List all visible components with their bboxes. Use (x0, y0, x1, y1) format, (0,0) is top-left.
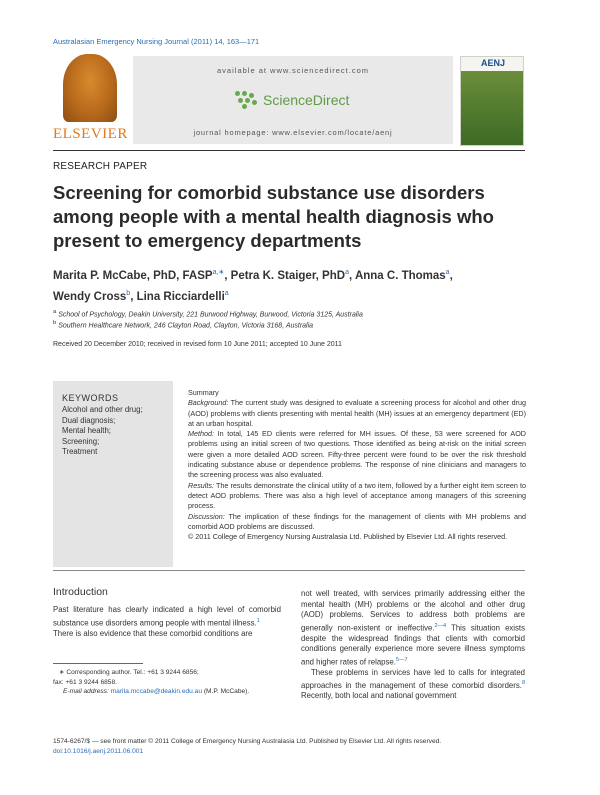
author-separator: , (449, 269, 453, 282)
citation-ref[interactable]: 5—7 (395, 656, 408, 663)
author-affil-sup[interactable]: a (345, 269, 349, 276)
citation-ref[interactable]: 8 (521, 680, 525, 687)
summary-text: The implication of these findings for the management of clients with MH problems and comorbid AOD problems are discussed. (188, 511, 526, 531)
footnote-line: fax: +61 3 9244 6858. (53, 678, 117, 686)
received-dates: Received 20 December 2010; received in revised form 10 June 2011; accepted 10 June 2011 (53, 341, 342, 348)
journal-cover[interactable] (460, 56, 524, 146)
affiliation-text: Southern Healthcare Network, 246 Clayton Road, Clayton, Victoria 3168, Australia (58, 322, 314, 330)
affiliation-a (53, 309, 363, 318)
affiliation-sup: a (53, 309, 57, 315)
author-name[interactable]: Marita P. McCabe, PhD, FASP (53, 269, 213, 282)
intro-paragraph: Past literature has clearly indicated a high level of comorbid substance use disorders among people with mental illness. (53, 605, 281, 628)
keyword-item: Dual diagnosis; (62, 415, 116, 425)
footnote-line: (M.P. McCabe). (202, 688, 250, 695)
summary-label: Discussion: (188, 511, 225, 521)
keyword-item: Screening; (62, 436, 100, 446)
summary-copyright: © 2011 College of Emergency Nursing Australasia Ltd. Published by Elsevier Ltd. All rights reserved. (188, 532, 508, 542)
summary-background (188, 398, 526, 429)
summary-text: The current study was designed to evaluate a screening process for alcohol and other drug (AOD) problems with clients presenting with mental health (MH) issues at an emergency department (ED) at an urban hospital. (188, 398, 526, 428)
elsevier-logo (53, 54, 127, 144)
keywords-heading: KEYWORDS (62, 393, 119, 403)
author-name[interactable]: Wendy Cross (53, 290, 127, 303)
author-name[interactable]: Petra K. Staiger, PhD (230, 269, 346, 282)
sciencedirect-dots-icon (235, 91, 259, 109)
bottom-matter (53, 737, 533, 757)
author-name[interactable]: Lina Ricciardelli (136, 290, 225, 303)
sciencedirect-banner (133, 56, 453, 144)
intro-paragraph: These problems in services have led to calls for integrated approaches in the management of these comorbid disorders. (301, 667, 525, 690)
email-link[interactable]: marita.mccabe@deakin.edu.au (110, 688, 203, 695)
intro-paragraph: This situation exists despite the widespread findings that clients with comorbid conditions generally experience more severe illness symptoms and higher rates of relapse. (301, 623, 525, 667)
author-affil-sup[interactable]: a (224, 289, 229, 297)
issn-line: 1574-6267/$ — see front matter © 2011 College of Emergency Nursing Australasia Ltd. Published by Elsevier Ltd. All rights reserved. (53, 738, 442, 745)
affiliation-sup: b (53, 320, 57, 326)
intro-left-column (53, 605, 281, 639)
citation-ref[interactable]: 1 (256, 617, 260, 624)
author-affil-sup[interactable]: b (126, 289, 131, 297)
author-separator: , (224, 269, 231, 282)
author-affil-sup[interactable]: a (445, 269, 450, 276)
sciencedirect-logo[interactable] (235, 90, 349, 110)
keyword-item: Alcohol and other drug; (62, 405, 143, 414)
summary-heading: Summary (188, 388, 219, 397)
abstract-rule (53, 570, 525, 571)
summary-label: Method: (188, 429, 214, 439)
author-separator: , (348, 269, 355, 282)
citation-ref[interactable]: 2—4 (434, 622, 447, 629)
keywords-box (53, 381, 173, 567)
corresponding-footnote (53, 668, 313, 697)
intro-right-column (301, 589, 525, 702)
author-list (53, 264, 533, 306)
section-label: RESEARCH PAPER (53, 161, 148, 172)
abstract-summary (188, 388, 526, 542)
footnote-line: ∗ Corresponding author. Tel.: +61 3 9244 6856; (59, 669, 199, 676)
footnote-rule (53, 663, 143, 664)
summary-discussion (188, 512, 526, 533)
elsevier-wordmark: ELSEVIER (53, 126, 128, 142)
intro-paragraph: not well treated, with services primarily addressing either the mental health (MH) problems or the alcohol and other drug (AOD) problems. Services to address both problems are generally non-existent or ineffective. (301, 589, 525, 633)
summary-method (188, 429, 526, 480)
article-title: Screening for comorbid substance use disorders among people with a mental health diagnosis who present to emergency departments (53, 182, 494, 251)
summary-text: In total, 145 ED clients were referred for MH issues. Of these, 53 were screened for AOD problems using an initial screen of two questions. Those identified as being at-risk on the initial screen were given a more detailed AOD screen. Fifty-three percent were found to be over the risk threshold indicating substance abuse or dependence problems. The response of nine clinicians and managers to the screening process was also evaluated. (188, 429, 526, 480)
affiliation-b (53, 320, 313, 329)
cover-image (461, 71, 523, 145)
author-separator: , (130, 290, 137, 303)
summary-label: Background: (188, 398, 229, 408)
author-affil-sup[interactable]: a,∗ (212, 269, 225, 276)
intro-paragraph: There is also evidence that these comorbid conditions are (53, 628, 253, 638)
elsevier-tree-icon (63, 54, 117, 122)
journal-reference[interactable]: Australasian Emergency Nursing Journal (2011) 14, 163—171 (53, 37, 260, 46)
keyword-item: Mental health; (62, 426, 111, 435)
intro-paragraph: Recently, both local and national government (301, 691, 457, 701)
email-label: E-mail address: (63, 688, 109, 695)
introduction-heading: Introduction (53, 586, 108, 598)
summary-results (188, 481, 526, 512)
keyword-item: Treatment (62, 447, 98, 456)
summary-text: The results demonstrate the clinical utility of a two item, followed by a further eight item screen to detect AOD problems. There was also a high level of acceptance among managers of this screening process. (188, 480, 526, 511)
author-name[interactable]: Anna C. Thomas (354, 269, 446, 282)
keywords-list (62, 405, 170, 458)
summary-label: Results: (188, 480, 214, 490)
cover-title: AENJ (481, 58, 506, 68)
sciencedirect-wordmark: ScienceDirect (263, 92, 350, 108)
doi-link[interactable]: doi:10.1016/j.aenj.2011.06.001 (53, 748, 144, 755)
header-rule (53, 150, 525, 151)
available-at-text: available at www.sciencedirect.com (217, 66, 369, 75)
affiliation-text: School of Psychology, Deakin University, 221 Burwood Highway, Burwood, Victoria 3125, Australia (58, 311, 363, 319)
journal-homepage-text[interactable]: journal homepage: www.elsevier.com/locate/aenj (193, 128, 393, 137)
